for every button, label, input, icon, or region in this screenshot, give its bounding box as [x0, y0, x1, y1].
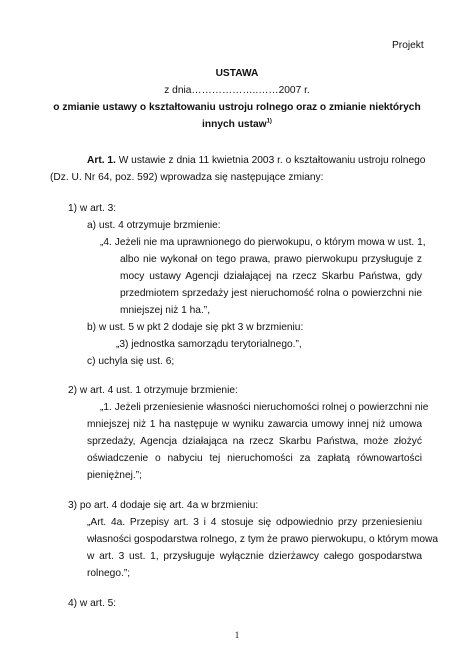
projekt-label: Projekt: [392, 40, 424, 51]
act-subject-text: innych ustaw: [202, 119, 267, 130]
point3-quote-line-3: w art. 3 ust. 1, przysługuje wyłącznie dzierżawcy całego gospodarstwa: [87, 551, 422, 562]
footnote-reference: 1): [266, 118, 272, 125]
point2-quote-line-5: pieniężnej.”;: [87, 470, 142, 481]
point1-a-quote-line-1: „4. Jeżeli nie ma uprawnionego do pierwokupu, o którym mowa w ust. 1,: [100, 237, 426, 248]
point3-label: 3) po art. 4 dodaje się art. 4a w brzmieniu:: [68, 500, 259, 511]
point2-quote-line-3: sprzedaży, Agencja działająca na rzecz Skarbu Państwa, może złożyć: [87, 436, 422, 447]
point1-a-quote-line-5: mniejszej niż 1 ha.”,: [120, 305, 211, 316]
art1-label: Art. 1.: [87, 155, 116, 166]
point1-a-quote-line-3: mocy ustawy Agencji działającej na rzecz Skarbu Państwa, gdy: [120, 271, 422, 282]
act-title: USTAWA: [215, 68, 259, 79]
act-date-line: z dnia………………..……2007 r.: [164, 85, 310, 96]
point2-quote-line-4: oświadczenie o nabyciu tej nieruchomości za zapłatą równowartości: [87, 453, 422, 464]
point1-a-quote-line-4: przedmiotem sprzedaży jest nieruchomość rolna o powierzchni nie: [120, 288, 422, 299]
art1-intro-text: W ustawie z dnia 11 kwietnia 2003 r. o kształtowaniu ustroju rolnego: [118, 155, 426, 166]
point2-quote-line-1: „1. Jeżeli przeniesienie własności nieruchomości rolnej o powierzchni nie: [100, 402, 429, 413]
art1-intro-line-2: (Dz. U. Nr 64, poz. 592) wprowadza się następujące zmiany:: [50, 172, 324, 183]
point1-label: 1) w art. 3:: [68, 203, 117, 214]
point2-label: 2) w art. 4 ust. 1 otrzymuje brzmienie:: [68, 385, 238, 396]
act-subject-line-1: o zmianie ustawy o kształtowaniu ustroju rolnego oraz o zmianie niektórych: [53, 102, 421, 113]
point1-c-label: c) uchyla się ust. 6;: [87, 356, 175, 367]
point1-a-label: a) ust. 4 otrzymuje brzmienie:: [87, 220, 221, 231]
art1-intro-line-1: [87, 155, 426, 167]
point1-b-quote: „3) jednostka samorządu terytorialnego.”,: [116, 339, 302, 350]
point4-label: 4) w art. 5:: [68, 598, 117, 609]
point3-quote-line-2: własności gospodarstwa rolnego, z tym że prawo pierwokupu, o którym mowa: [87, 534, 439, 545]
point3-quote-line-4: rolnego.”;: [87, 568, 131, 579]
point1-b-label: b) w ust. 5 w pkt 2 dodaje się pkt 3 w brzmieniu:: [87, 322, 304, 333]
act-subject-line-2: [0, 119, 474, 131]
point2-quote-line-2: mniejszej niż 1 ha następuje w wyniku zawarcia umowy innej niż umowa: [87, 419, 422, 430]
point1-a-quote-line-2: albo nie wykonał on tego prawa, prawo pierwokupu przysługuje z: [120, 254, 422, 265]
point3-quote-line-1: „Art. 4a. Przepisy art. 3 i 4 stosuje się odpowiednio przy przeniesieniu: [87, 517, 422, 528]
page-number: 1: [234, 630, 240, 640]
